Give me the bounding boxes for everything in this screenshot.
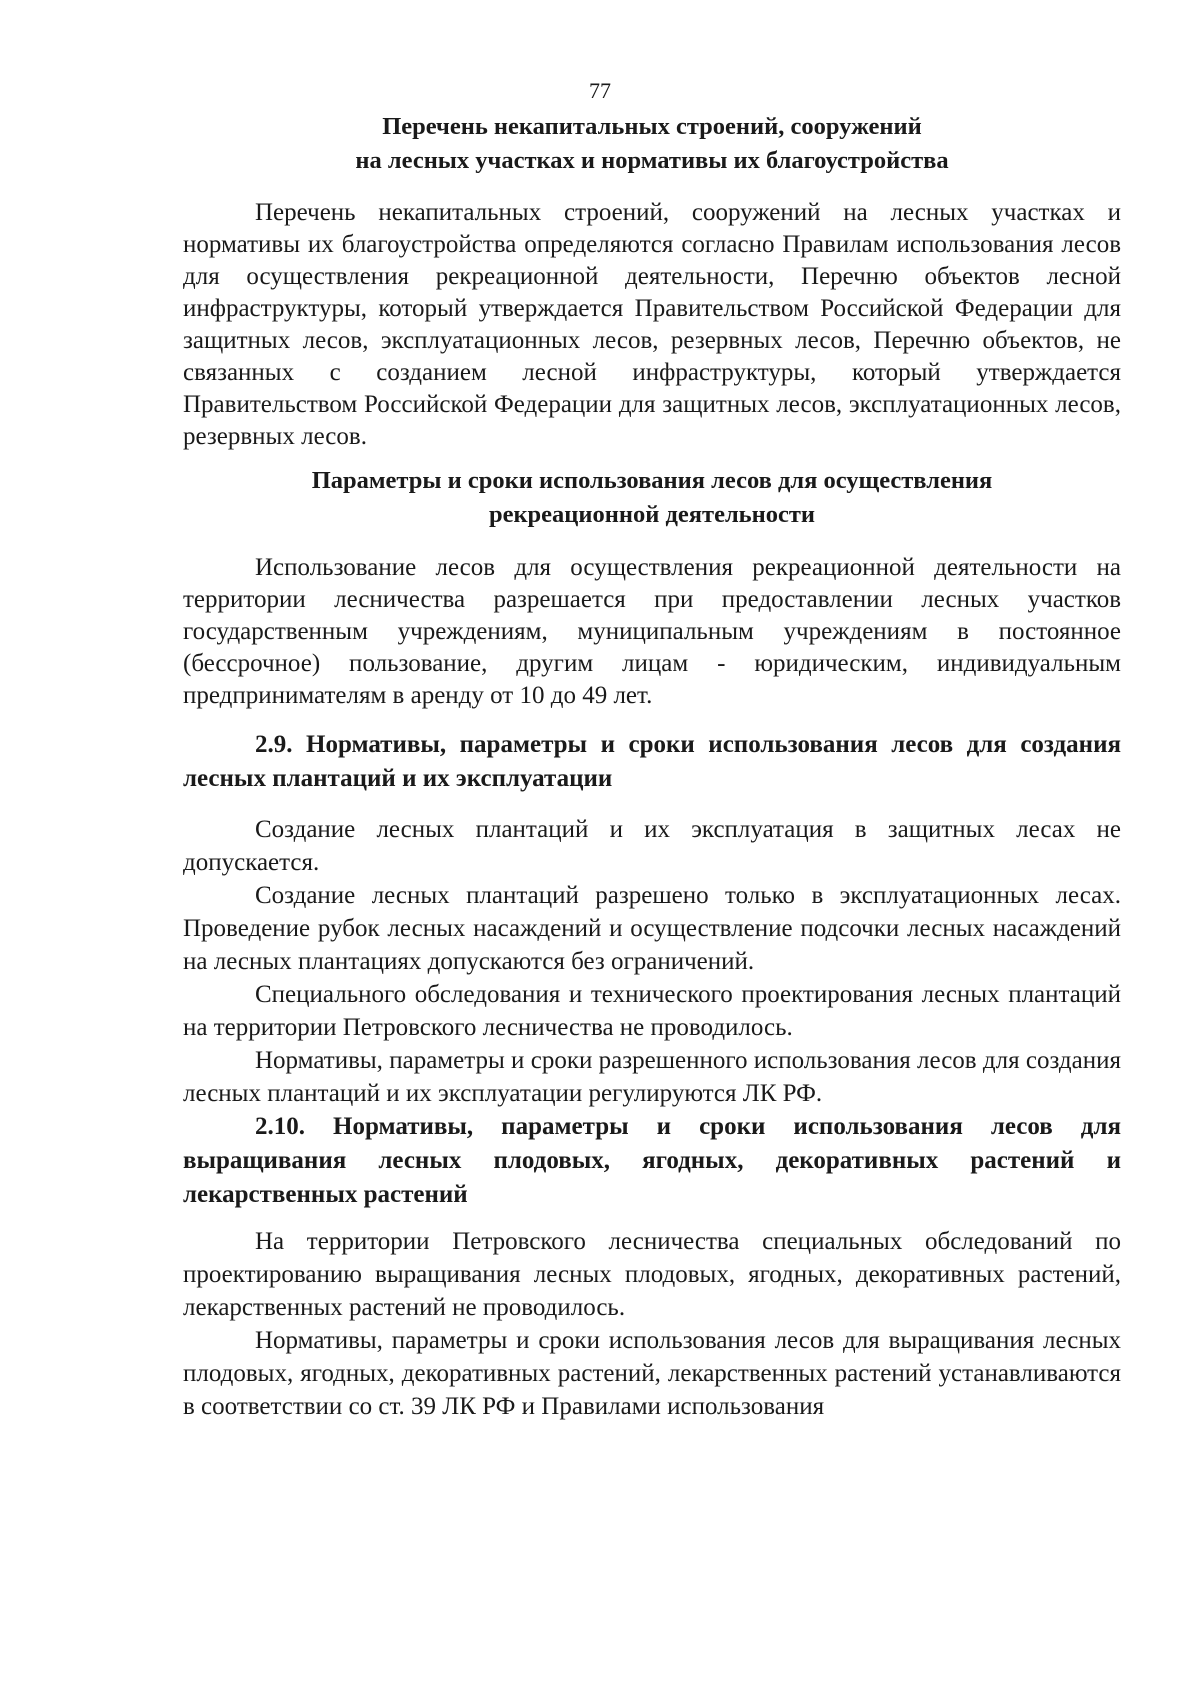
paragraph: Нормативы, параметры и сроки разрешенного использования лесов для создания лесных плантаций и их эксплуатации регулируются ЛК РФ.	[183, 1047, 1121, 1107]
paragraph: Создание лесных плантаций разрешено только в эксплуатационных лесах. Проведение рубок лесных насаждений и осуществление подсочки лесных насаждений на лесных плантациях допускаются без ограничений.	[183, 882, 1121, 975]
section-2-10-body	[183, 1225, 1121, 1423]
section-heading-2-9: 2.9. Нормативы, параметры и сроки использования лесов для создания лесных плантаций и их эксплуатации	[183, 731, 1121, 792]
paragraph: Создание лесных плантаций и их эксплуатация в защитных лесах не допускается.	[183, 816, 1121, 876]
paragraph: На территории Петровского лесничества специальных обследований по проектированию выращивания лесных плодовых, ягодных, декоративных растений, лекарственных растений не проводилось.	[183, 1228, 1121, 1321]
paragraph: Нормативы, параметры и сроки использования лесов для выращивания лесных плодовых, ягодных, декоративных растений, лекарственных растений устанавливаются в соответствии со ст. 39 ЛК РФ и Правилами использования	[183, 1327, 1121, 1420]
paragraph-structures: Перечень некапитальных строений, сооружений на лесных участках и нормативы их благоустройства определяются согласно Правилам использования лесов для осуществления рекреационной деятельности, Перечню объектов лесной инфраструктуры, который утверждается Правительством Российской Федерации для защитных лесов, эксплуатационных лесов, резервных лесов, Перечню объектов, не связанных с созданием лесной инфраструктуры, который утверждается Правительством Российской Федерации для защитных лесов, эксплуатационных лесов, резервных лесов.	[183, 199, 1121, 450]
section-heading-structures	[183, 110, 1121, 178]
section-heading-2-10: 2.10. Нормативы, параметры и сроки использования лесов для выращивания лесных плодовых, ягодных, декоративных растений и лекарственных растений	[183, 1113, 1121, 1208]
section-2-9-body	[183, 813, 1121, 1110]
paragraph-recreation: Использование лесов для осуществления рекреационной деятельности на территории лесничества разрешается при предоставлении лесных участков государственным учреждениям, муниципальным учреждениям в постоянное (бессрочное) пользование, другим лицам - юридическим, индивидуальным предпринимателям в аренду от 10 до 49 лет.	[183, 554, 1121, 709]
heading-line: рекреационной деятельности	[488, 501, 816, 528]
heading-line: Перечень некапитальных строений, сооружений	[382, 113, 922, 140]
heading-line: на лесных участках и нормативы их благоустройства	[355, 147, 949, 174]
heading-line: Параметры и сроки использования лесов для осуществления	[311, 467, 993, 494]
section-heading-recreation	[183, 464, 1121, 532]
paragraph: Специального обследования и технического проектирования лесных плантаций на территории Петровского лесничества не проводилось.	[183, 981, 1121, 1041]
page-number: 77	[589, 78, 611, 103]
